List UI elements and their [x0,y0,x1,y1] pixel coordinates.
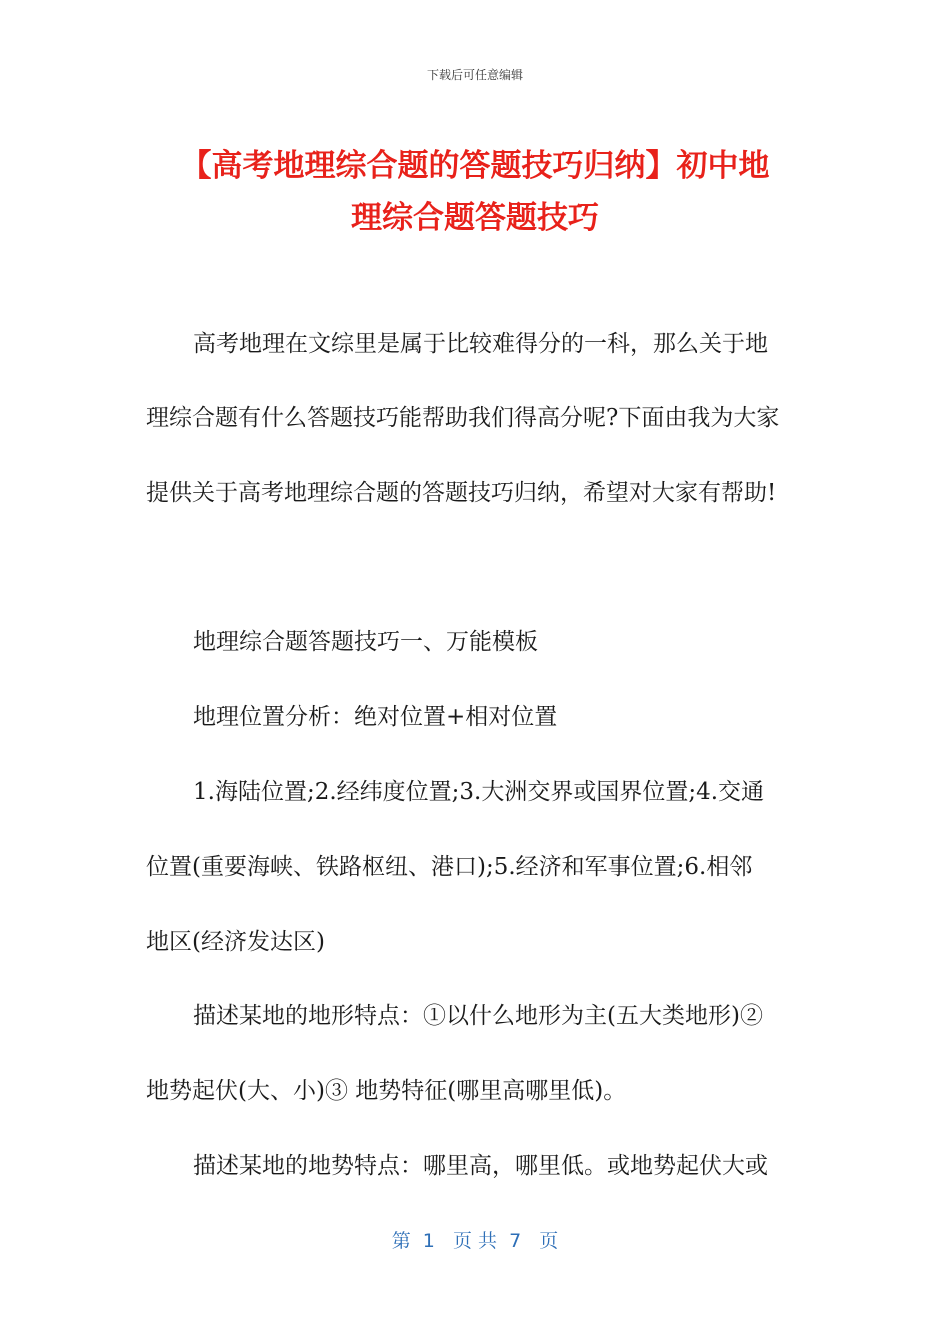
paragraph-line: 描述某地的地势特点：哪里高，哪里低。或地势起伏大或 [193,1153,768,1179]
paragraph-line: 描述某地的地形特点：①以什么地形为主(五大类地形)② [193,1003,763,1029]
title-line-2: 理综合题答题技巧 [351,200,599,236]
header-note: 下载后可任意编辑 [426,68,523,82]
document-title [100,140,850,244]
title-line-1: 【高考地理综合题的答题技巧归纳】初中地 [180,148,770,184]
paragraph-line: 地理位置分析：绝对位置+相对位置 [193,704,558,730]
paragraph-line: 高考地理在文综里是属于比较难得分的一科，那么关于地 [193,331,768,357]
paragraph-line: 理综合题有什么答题技巧能帮助我们得高分呢?下面由我为大家 [146,405,780,431]
page-number-footer: 第 1 页 共 7 页 [391,1230,559,1252]
paragraph-line: 1.海陆位置;2.经纬度位置;3.大洲交界或国界位置;4.交通 [193,779,765,805]
paragraph-line: 位置(重要海峡、铁路枢纽、港口);5.经济和军事位置;6.相邻 [146,854,753,880]
paragraph-line: 地区(经济发达区) [146,929,325,955]
section-heading: 地理综合题答题技巧一、万能模板 [193,629,538,655]
paragraph-line: 地势起伏(大、小)③ 地势特征(哪里高哪里低)。 [146,1078,627,1104]
paragraph-line: 提供关于高考地理综合题的答题技巧归纳，希望对大家有帮助! [146,480,777,506]
